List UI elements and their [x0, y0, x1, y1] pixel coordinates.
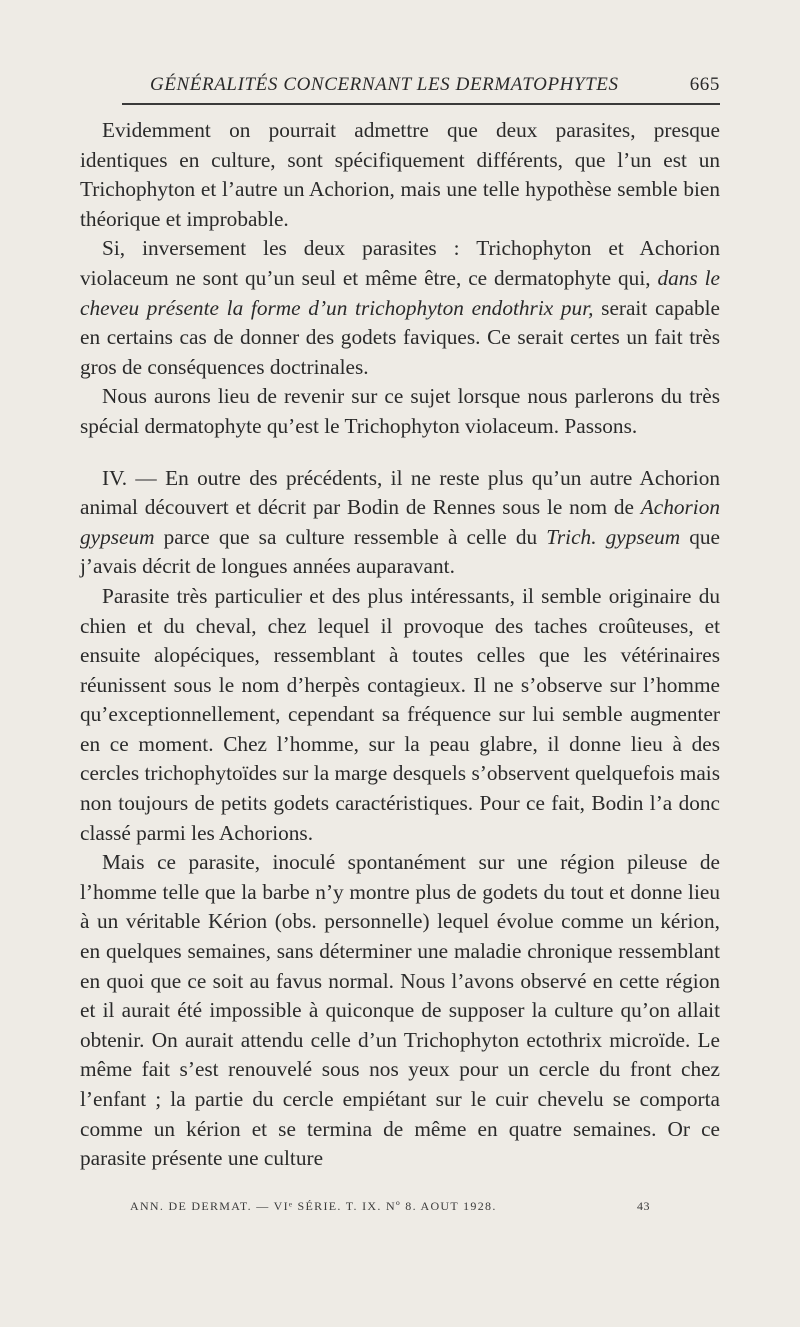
paragraph-2 [80, 234, 720, 382]
text-run: Nous aurons lieu de revenir sur ce sujet lorsque nous parlerons du très spécial dermatophyte qu’est le Trichophyton violaceum. Passons. [80, 384, 720, 438]
header-rule [122, 103, 720, 105]
paragraph-4 [80, 464, 720, 582]
running-title: GÉNÉRALITÉS CONCERNANT LES DERMATOPHYTES [150, 74, 619, 95]
paragraph-3 [80, 382, 720, 441]
text-run: Mais ce parasite, inoculé spontanément sur une région pileuse de l’homme telle que la barbe n’y montre plus de godets du tout et donne lieu à un véritable Kérion (obs. personnelle) lequel évolue comme un kérion, en quelques semaines, sans déterminer une maladie chronique ressemblant en quoi que ce soit au favus normal. Nous l’avons observé en cette région et il aurait été impossible à quiconque de supposer la culture qu’on allait obtenir. On aurait attendu celle d’un Trichophyton ectothrix microïde. Le même fait s’est renouvelé sous nos yeux pour un cercle du front chez l’enfant ; la partie du cercle empiétant sur le cuir chevelu se comporta comme un kérion et se termina de même en quatre semaines. Or ce parasite présente une culture [80, 850, 720, 1171]
italic-run: dans le cheveu présente la forme d’un trichophyton endothrix pur, [80, 265, 720, 320]
signature-mark: 43 [637, 1199, 650, 1213]
text-run: IV. — En outre des précédents, il ne reste plus qu’un autre Achorion animal découvert et décrit par Bodin de Rennes sous le nom de [80, 465, 720, 520]
journal-reference: ANN. DE DERMAT. — VIᵉ SÉRIE. T. IX. Nº 8. AOUT 1928. [130, 1199, 497, 1213]
italic-run: Achorion gypseum [80, 495, 720, 549]
page-number: 665 [689, 74, 720, 95]
running-header [150, 74, 720, 104]
paragraph-1 [80, 116, 720, 234]
text-run: Parasite très particulier et des plus intéressants, il semble originaire du chien et du cheval, chez lequel il provoque des taches croûteuses, et ensuite alopéciques, ressemblant à toutes celles que les vétérinaires réunissent sous le nom d’herpès contagieux. Il ne s’observe sur l’homme qu’exceptionnellement, cependant sa fréquence sur lui semble augmenter en ce moment. Chez l’homme, sur la peau glabre, il donne lieu à des cercles trichophytoïdes sur la marge desquels s’observent quelquefois mais non toujours de petits godets caractéristiques. Pour ce fait, Bodin l’a donc classé parmi les Achorions. [80, 583, 720, 845]
text-run: Evidemment on pourrait admettre que deux parasites, presque identiques en culture, sont spécifiquement différents, que l’un est un Trichophyton et l’autre un Achorion, mais une telle hypothèse semble bien théorique et improbable. [80, 118, 720, 231]
paragraph-5 [80, 582, 720, 848]
text-run: parce que sa culture ressemble à celle du [154, 524, 547, 549]
text-run: Si, inversement les deux parasites : Trichophyton et Achorion violaceum ne sont qu’un seul et même être, ce dermatophyte qui, [80, 236, 720, 290]
paragraph-6 [80, 848, 720, 1174]
page-footer [130, 1199, 650, 1219]
italic-run: Trich. gypseum [546, 524, 681, 549]
text-run: que j’avais décrit de longues années auparavant. [80, 524, 720, 579]
body-text [80, 116, 720, 1174]
text-run: serait capable en certains cas de donner des godets faviques. Ce serait certes un fait très gros de conséquences doctrinales. [80, 295, 720, 379]
